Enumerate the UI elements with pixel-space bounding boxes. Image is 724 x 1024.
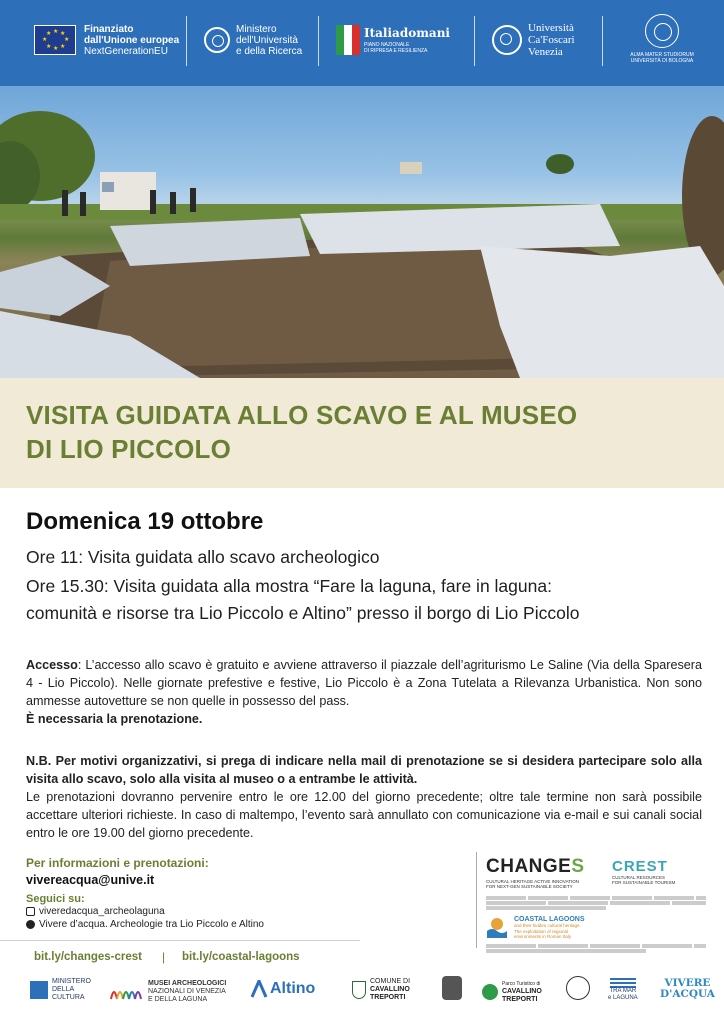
facebook-link[interactable] <box>26 919 264 930</box>
event-title <box>26 398 716 466</box>
italiadomani-title-a: Italia <box>364 26 400 40</box>
cavallino-line1: COMUNE DI <box>370 978 411 985</box>
parco-icon <box>482 984 498 1000</box>
changes-crest-link[interactable]: bit.ly/changes-crest <box>34 951 143 963</box>
foscari-line3: Venezia <box>528 46 563 58</box>
instagram-icon <box>26 907 35 916</box>
title-band <box>0 378 724 488</box>
note-text: Le prenotazioni dovranno pervenire entro le ore 12.00 del giorno precedente; oltre tale termine non sarà possibile accettare ulteriori richieste. In caso di maltempo, l’evento sarà annullato con comunicazione via e-mail e sui canali social entro le ore 19.00 del giorno precedente. <box>26 790 702 840</box>
funding-fine-print <box>486 896 706 910</box>
comune-crest-icon <box>352 981 366 999</box>
vivere-dacqua-logo <box>660 978 715 1000</box>
tra-mar-waves-icon <box>610 978 636 988</box>
ministry-line3: e della Ricerca <box>236 45 303 57</box>
eu-funding-logo <box>34 12 179 68</box>
coastal-sub1: and their hidden cultural heritage. <box>514 923 581 928</box>
foscari-line1: Università <box>528 22 574 34</box>
altino-word: Altino <box>270 980 316 997</box>
excavation-photo <box>0 86 724 378</box>
parco-line1: Parco Turistico di <box>502 981 541 987</box>
booking-required: È necessaria la prenotazione. <box>26 712 203 726</box>
musei-line1: MUSEI ARCHEOLOGICI <box>148 980 227 987</box>
links-separator: | <box>162 950 166 964</box>
parco-turistico-logo <box>482 980 542 1004</box>
contact-email-link[interactable]: vivereacqua@unive.it <box>26 873 155 887</box>
italiadomani-title-b: domani <box>399 26 450 40</box>
eu-line2: dall'Unione europea <box>84 34 180 46</box>
vivere-line2: D'ACQUA <box>660 988 715 1000</box>
crest-logo <box>612 858 675 885</box>
instagram-link[interactable] <box>26 906 165 917</box>
instagram-handle: viveredacqua_archeolaguna <box>39 906 165 917</box>
excavation-scene <box>0 86 724 378</box>
lion-emblem-logo <box>442 976 462 1000</box>
event-date: Domenica 19 ottobre <box>26 508 264 535</box>
changes-sub1: CULTURAL HERITAGE ACTIVE INNOVATION <box>486 879 580 884</box>
altino-a-icon <box>250 980 268 998</box>
eu-line1: Finanziato <box>84 23 134 35</box>
foscari-line2: Ca'Foscari <box>528 34 575 46</box>
mic-line3: CULTURA <box>52 994 85 1001</box>
follow-heading: Seguici su: <box>26 893 85 905</box>
ministry-logo <box>204 12 302 68</box>
mic-icon <box>30 981 48 999</box>
ministry-line2: dell'Università <box>236 34 298 46</box>
bologna-seal-icon <box>645 14 679 48</box>
lion-emblem-icon <box>442 976 462 1000</box>
eu-flag-icon: ★ ★ ★ ★ ★ ★ ★ ★ <box>34 25 76 55</box>
musei-line3: E DELLA LAGUNA <box>148 996 208 1003</box>
coastal-sub2: The exploitation of regional <box>514 928 569 934</box>
schedule-morning: Ore 11: Visita guidata allo scavo archeologico <box>26 547 380 567</box>
parco-line2: CAVALLINO <box>502 988 542 995</box>
cavallino-line3: TREPORTI <box>370 994 406 1001</box>
coastal-sub3: environments in Roman Italy <box>514 934 572 939</box>
mic-line1: MINISTERO <box>52 978 91 985</box>
italiadomani-sub1: PIANO NAZIONALE <box>364 42 410 48</box>
facebook-page: Vivere d’acqua. Archeologie tra Lio Piccolo e Altino <box>39 919 264 930</box>
musei-venezia-logo <box>110 980 226 1004</box>
projects-divider <box>476 852 477 948</box>
crest-sub2: FOR SUSTAINABLE TOURISM <box>612 880 676 885</box>
eu-line3: NextGenerationEU <box>84 45 168 57</box>
vivere-line1: VIVERE <box>664 977 711 989</box>
round-badge-logo <box>566 976 590 1000</box>
schedule-afternoon-line2: comunità e risorse tra Lio Piccolo e Altino” presso il borgo di Lio Piccolo <box>26 603 580 623</box>
tra-mar-laguna-logo <box>608 978 638 1002</box>
tramar-line2: e LAGUNA <box>608 995 638 1001</box>
republic-emblem-icon <box>204 27 230 53</box>
crest-word: CREST <box>612 858 668 875</box>
bologna-logo <box>614 14 710 70</box>
event-title-line1: VISITA GUIDATA ALLO SCAVO E AL MUSEO <box>26 400 578 430</box>
musei-waves-icon <box>110 984 144 1000</box>
header-divider <box>186 16 187 66</box>
crest-sub1: CULTURAL RESOURCES <box>612 875 666 880</box>
bologna-line2: UNIVERSITÀ DI BOLOGNA <box>630 58 694 64</box>
facebook-icon <box>26 920 35 929</box>
access-paragraph <box>26 656 702 728</box>
coastal-lagoons-logo <box>486 916 585 940</box>
italian-flag-icon <box>336 25 360 55</box>
coastal-lagoons-link[interactable]: bit.ly/coastal-lagoons <box>182 951 300 963</box>
cavallino-comune-logo <box>352 978 410 1002</box>
bologna-line1: ALMA MATER STUDIORUM <box>630 52 694 58</box>
musei-line2: NAZIONALI DI VENEZIA <box>148 988 226 995</box>
contact-heading: Per informazioni e prenotazioni: <box>26 856 209 870</box>
ca-foscari-seal-icon <box>492 25 522 55</box>
mic-logo <box>30 978 91 1002</box>
header-divider <box>318 16 319 66</box>
italiadomani-logo <box>336 12 450 68</box>
changes-word-a: CHANGE <box>486 856 572 877</box>
note-bold-text: N.B. Per motivi organizzativi, si prega di indicare nella mail di prenotazione se si desidera partecipare solo alla visita allo scavo, solo alla visita al museo o a entrambe le attività. <box>26 754 702 786</box>
links-divider <box>0 940 360 941</box>
schedule-afternoon-line1: Ore 15.30: Visita guidata alla mostra “Fare la laguna, fare in laguna: <box>26 576 552 596</box>
mic-line2: DELLA <box>52 986 75 993</box>
coastal-fine-print <box>486 944 706 953</box>
round-badge-icon <box>566 976 590 1000</box>
tramar-line1: TRA MAR <box>609 988 637 994</box>
parco-line3: TREPORTI <box>502 996 538 1003</box>
access-label: Accesso <box>26 658 78 672</box>
header-divider <box>474 16 475 66</box>
header-band <box>0 0 724 86</box>
coastal-title: COASTAL LAGOONS <box>514 916 585 923</box>
altino-logo <box>250 980 315 998</box>
ministry-line1: Ministero <box>236 23 277 35</box>
italiadomani-sub2: DI RIPRESA E RESILIENZA <box>364 48 428 54</box>
cavallino-line2: CAVALLINO <box>370 986 410 993</box>
event-title-line2: DI LIO PICCOLO <box>26 434 232 464</box>
changes-sub2: FOR NEXT-GEN SUSTAINABLE SOCIETY <box>486 884 573 889</box>
partner-logos <box>0 968 724 1024</box>
header-divider <box>602 16 603 66</box>
note-paragraph <box>26 752 702 842</box>
changes-logo <box>486 856 585 889</box>
access-text: : L’accesso allo scavo è gratuito e avviene attraverso il piazzale dell’agriturismo Le Saline (Via della Sparesera 4 - Lio Piccolo). Nelle giornate prefestive e festive, Lio Piccolo è a Zona Tutelata a Rilevanza Urbanistica. Non sono ammesse autovetture se non quelle in possesso del pass. <box>26 658 702 708</box>
ca-foscari-logo <box>492 12 575 68</box>
lagoon-icon <box>486 916 508 938</box>
changes-word-b: S <box>571 856 585 877</box>
